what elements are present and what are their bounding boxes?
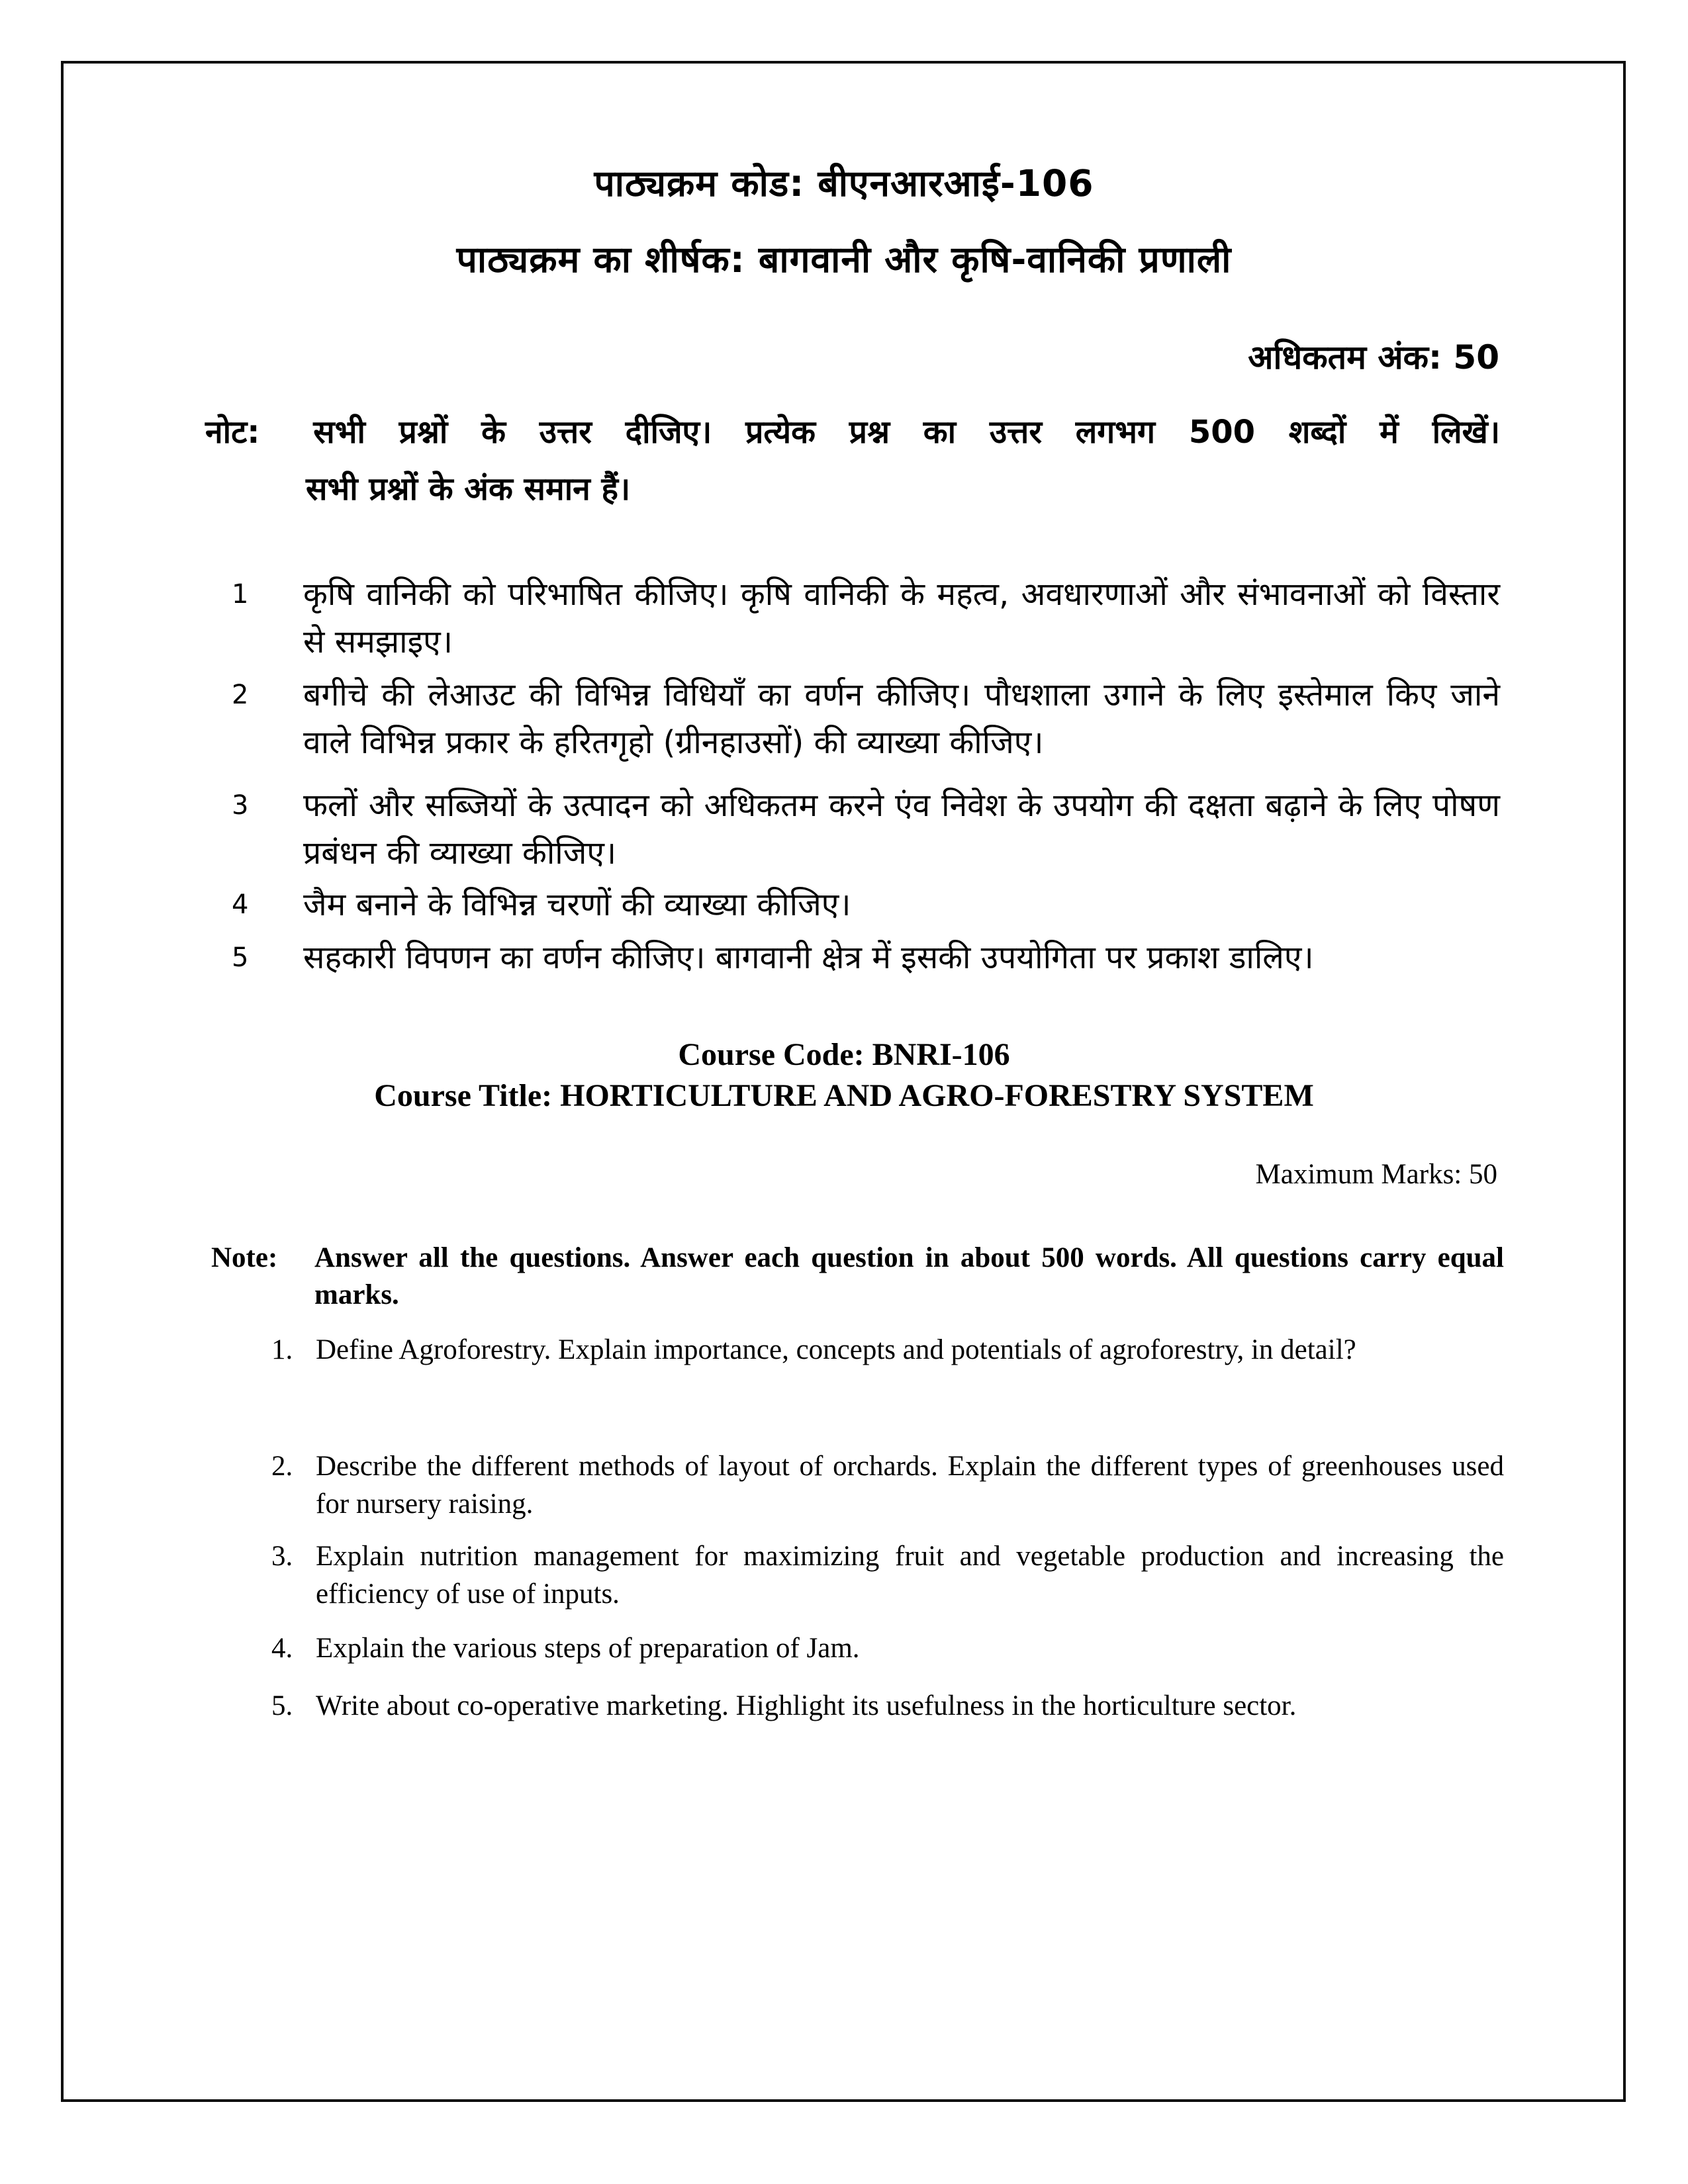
hindi-question-4 bbox=[232, 881, 1500, 929]
english-question-5 bbox=[271, 1687, 1504, 1725]
english-question-1-number: 1. bbox=[271, 1334, 293, 1365]
english-question-2-text: Describe the different methods of layout of orchards. Explain the different types of greenhouses used for nursery raising. bbox=[316, 1451, 1504, 1520]
english-question-5-number: 5. bbox=[271, 1690, 293, 1721]
hindi-question-2 bbox=[232, 671, 1500, 766]
hindi-course-title-heading: पाठ्यक्रम का शीर्षक: बागवानी और कृषि-वानिकी प्रणाली bbox=[456, 238, 1232, 281]
english-note-text: Answer all the questions. Answer each question in about 500 words. All questions carry equal marks. bbox=[314, 1242, 1504, 1310]
hindi-question-5 bbox=[232, 934, 1500, 981]
english-question-5-text: Write about co-operative marketing. Highlight its usefulness in the horticulture sector. bbox=[316, 1690, 1297, 1721]
hindi-note-text: सभी प्रश्नों के उत्तर दीजिए। प्रत्येक प्रश्न का उत्तर लगभग 500 शब्दों में लिखें। bbox=[313, 414, 1501, 451]
english-note-label: Note: bbox=[211, 1242, 278, 1273]
english-question-4 bbox=[271, 1629, 1504, 1667]
english-question-3-number: 3. bbox=[271, 1541, 293, 1572]
hindi-question-1-number: 1 bbox=[232, 579, 249, 610]
hindi-question-2-text: बगीचे की लेआउट की विभिन्न विधियाँ का वर्णन कीजिए। पौधशाला उगाने के लिए इस्तेमाल किए जाने वाले विभिन्न प्रकार के हरितगृहो (ग्रीनहाउसों) की व्याख्या कीजिए। bbox=[303, 676, 1500, 761]
hindi-question-5-text: सहकारी विपणन का वर्णन कीजिए। बागवानी क्षेत्र में इसकी उपयोगिता पर प्रकाश डालिए। bbox=[303, 939, 1314, 976]
english-question-4-text: Explain the various steps of preparation of Jam. bbox=[316, 1633, 860, 1664]
hindi-question-3-number: 3 bbox=[232, 790, 249, 821]
english-question-2-number: 2. bbox=[271, 1451, 293, 1482]
english-question-1-text: Define Agroforestry. Explain importance, concepts and potentials of agroforestry, in detail? bbox=[316, 1334, 1356, 1365]
english-course-code-heading: Course Code: BNRI-106 bbox=[678, 1037, 1010, 1072]
hindi-question-4-text: जैम बनाने के विभिन्न चरणों की व्याख्या कीजिए। bbox=[303, 886, 851, 923]
english-question-3-text: Explain nutrition management for maximizing fruit and vegetable production and increasing the efficiency of use of inputs. bbox=[316, 1541, 1504, 1610]
hindi-question-2-number: 2 bbox=[232, 680, 249, 710]
hindi-question-1-text: कृषि वानिकी को परिभाषित कीजिए। कृषि वानिकी के महत्व, अवधारणाओं और संभावनाओं को विस्तार से समझाइए। bbox=[303, 576, 1500, 660]
english-question-3 bbox=[271, 1537, 1504, 1613]
hindi-question-1 bbox=[232, 570, 1500, 666]
hindi-course-code-heading: पाठ्यक्रम कोड: बीएनआरआई-106 bbox=[594, 162, 1094, 205]
english-max-marks: Maximum Marks: 50 bbox=[1255, 1159, 1497, 1190]
english-note bbox=[211, 1240, 1504, 1314]
hindi-note-line1 bbox=[205, 408, 1500, 456]
english-question-1 bbox=[271, 1322, 1504, 1378]
hindi-note-line2: सभी प्रश्नों के अंक समान हैं। bbox=[306, 471, 631, 508]
english-question-4-number: 4. bbox=[271, 1633, 293, 1664]
english-question-2 bbox=[271, 1447, 1504, 1523]
hindi-question-3 bbox=[232, 782, 1500, 877]
hindi-question-3-text: फलों और सब्जियों के उत्पादन को अधिकतम करने एंव निवेश के उपयोग की दक्षता बढ़ाने के लिए पोषण प्रबंधन की व्याख्या कीजिए। bbox=[303, 787, 1500, 872]
hindi-max-marks: अधिकतम अंक: 50 bbox=[1248, 338, 1499, 377]
hindi-question-4-number: 4 bbox=[232, 889, 249, 920]
hindi-question-5-number: 5 bbox=[232, 942, 249, 973]
english-course-title-heading: Course Title: HORTICULTURE AND AGRO-FORESTRY SYSTEM bbox=[374, 1078, 1314, 1113]
hindi-note-label: नोट: bbox=[205, 414, 260, 451]
